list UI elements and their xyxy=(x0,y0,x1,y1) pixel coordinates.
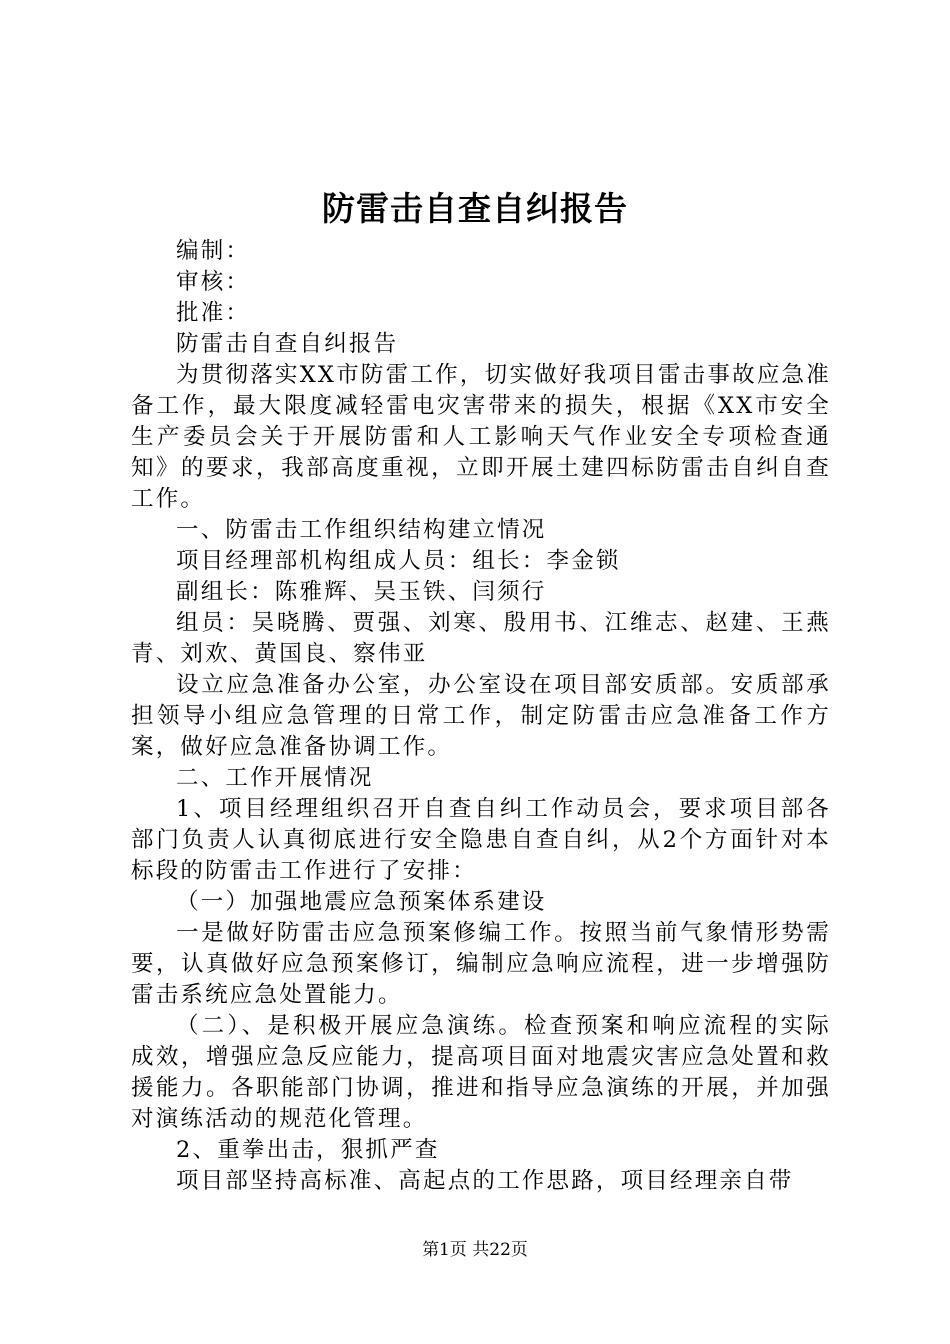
approver-line: 批准： xyxy=(176,300,251,326)
team-leader-paragraph: 项目经理部机构组成人员：组长：李金锁 xyxy=(176,548,621,574)
intro-paragraph: 为贯彻落实XX市防雷工作，切实做好我项目雷击事故应急准备工作，最大限度减轻雷电灾害带来的损失，根据《XX市安全生产委员会关于开展防雷和人工影响天气作业安全专项检查通知》的要求，我部高度重视，立即开展土建四标防雷击自纠自查工作。 xyxy=(131,362,831,512)
page-number-footer: 第1页 共22页 xyxy=(422,1240,528,1260)
document-title: 防雷击自查自纠报告 xyxy=(322,189,628,228)
section-heading-1: 一、防雷击工作组织结构建立情况 xyxy=(176,517,547,543)
document-body xyxy=(131,236,831,1197)
report-subtitle: 防雷击自查自纠报告 xyxy=(176,331,399,357)
reviewer-line: 审核： xyxy=(176,269,251,295)
work-item-1-paragraph: 1、项目经理组织召开自查自纠工作动员会，要求项目部各部门负责人认真彻底进行安全隐患自查自纠，从2个方面针对本标段的防雷击工作进行了安排： xyxy=(131,796,831,884)
editor-line: 编制： xyxy=(176,238,251,264)
standards-paragraph: 项目部坚持高标准、高起点的工作思路，项目经理亲自带 xyxy=(176,1168,794,1194)
office-paragraph: 设立应急准备办公室，办公室设在项目部安质部。安质部承担领导小组应急管理的日常工作，制定防雷击应急准备工作方案，做好应急准备协调工作。 xyxy=(131,672,831,760)
plan-revision-paragraph: 一是做好防雷击应急预案修编工作。按照当前气象情形势需要，认真做好应急预案修订，编制应急响应流程，进一步增强防雷击系统应急处置能力。 xyxy=(131,920,831,1008)
sub-heading-1: （一）加强地震应急预案体系建设 xyxy=(176,889,547,915)
section-heading-2: 二、工作开展情况 xyxy=(176,765,374,791)
drill-paragraph: （二）、是积极开展应急演练。检查预案和响应流程的实际成效，增强应急反应能力，提高项目面对地震灾害应急处置和救援能力。各职能部门协调，推进和指导应急演练的开展，并加强对演练活动的规范化管理。 xyxy=(131,1013,831,1132)
deputy-leaders-paragraph: 副组长：陈雅辉、吴玉铁、闫须行 xyxy=(176,579,547,605)
work-item-2-heading: 2、重拳出击，狠抓严查 xyxy=(176,1137,440,1163)
team-members-paragraph: 组员：吴晓腾、贾强、刘寒、殷用书、江维志、赵建、王燕青、刘欢、黄国良、察伟亚 xyxy=(131,610,831,667)
